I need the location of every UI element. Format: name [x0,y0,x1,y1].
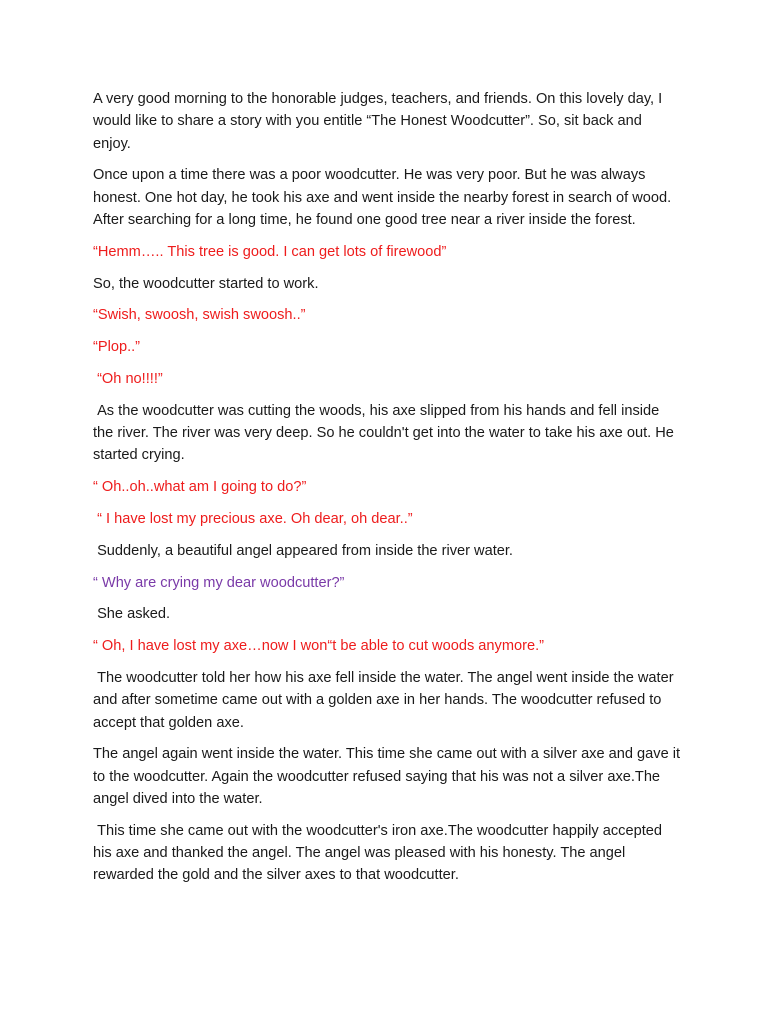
paragraph-axe-slipped: As the woodcutter was cutting the woods, his axe slipped from his hands and fell inside the river. The river was very deep. So he couldn't get into the water to take his axe out. He started crying. [93,402,678,464]
quote-lost-axe: “ I have lost my precious axe. Oh dear, oh dear..” [93,510,413,527]
story-text [93,88,683,896]
paragraph-golden-axe: The woodcutter told her how his axe fell inside the water. The angel went inside the water and after sometime came out with a golden axe in her hands. The woodcutter refused to accept that golden axe. [93,669,678,731]
quote-plop: “Plop..” [93,339,141,356]
quote-angel-asks: “ Why are crying my dear woodcutter?” [93,574,345,591]
paragraph-started-work: So, the woodcutter started to work. [93,275,319,292]
paragraph-intro: A very good morning to the honorable judges, teachers, and friends. On this lovely day, I would like to share a story with you entitle “The Honest Woodcutter”. So, sit back and enjoy. [93,91,667,152]
paragraph-silver-axe: The angel again went inside the water. This time she came out with a silver axe and gave it to the woodcutter. Again the woodcutter refused saying that his was not a silver axe.The angel dived into the water. [93,746,685,807]
quote-cannot-cut: “ Oh, I have lost my axe…now I won“t be able to cut woods anymore.” [93,638,544,655]
paragraph-iron-axe: This time she came out with the woodcutter's iron axe.The woodcutter happily accepted his axe and thanked the angel. The angel was pleased with his honesty. The angel rewarded the gold and the silver axes to that woodcutter. [93,822,667,884]
paragraph-angel-appeared: Suddenly, a beautiful angel appeared from inside the river water. [93,542,513,559]
quote-swish: “Swish, swoosh, swish swoosh..” [93,307,306,324]
paragraph-story-start: Once upon a time there was a poor woodcutter. He was very poor. But he was always honest. One hot day, he took his axe and went inside the nearby forest in search of wood. After searching for a long time, he found one good tree near a river inside the forest. [93,167,675,228]
quote-tree-good: “Hemm….. This tree is good. I can get lots of firewood” [93,243,447,260]
paragraph-she-asked: She asked. [93,606,171,623]
quote-what-to-do: “ Oh..oh..what am I going to do?” [93,479,307,496]
quote-oh-no: “Oh no!!!!” [93,370,163,387]
